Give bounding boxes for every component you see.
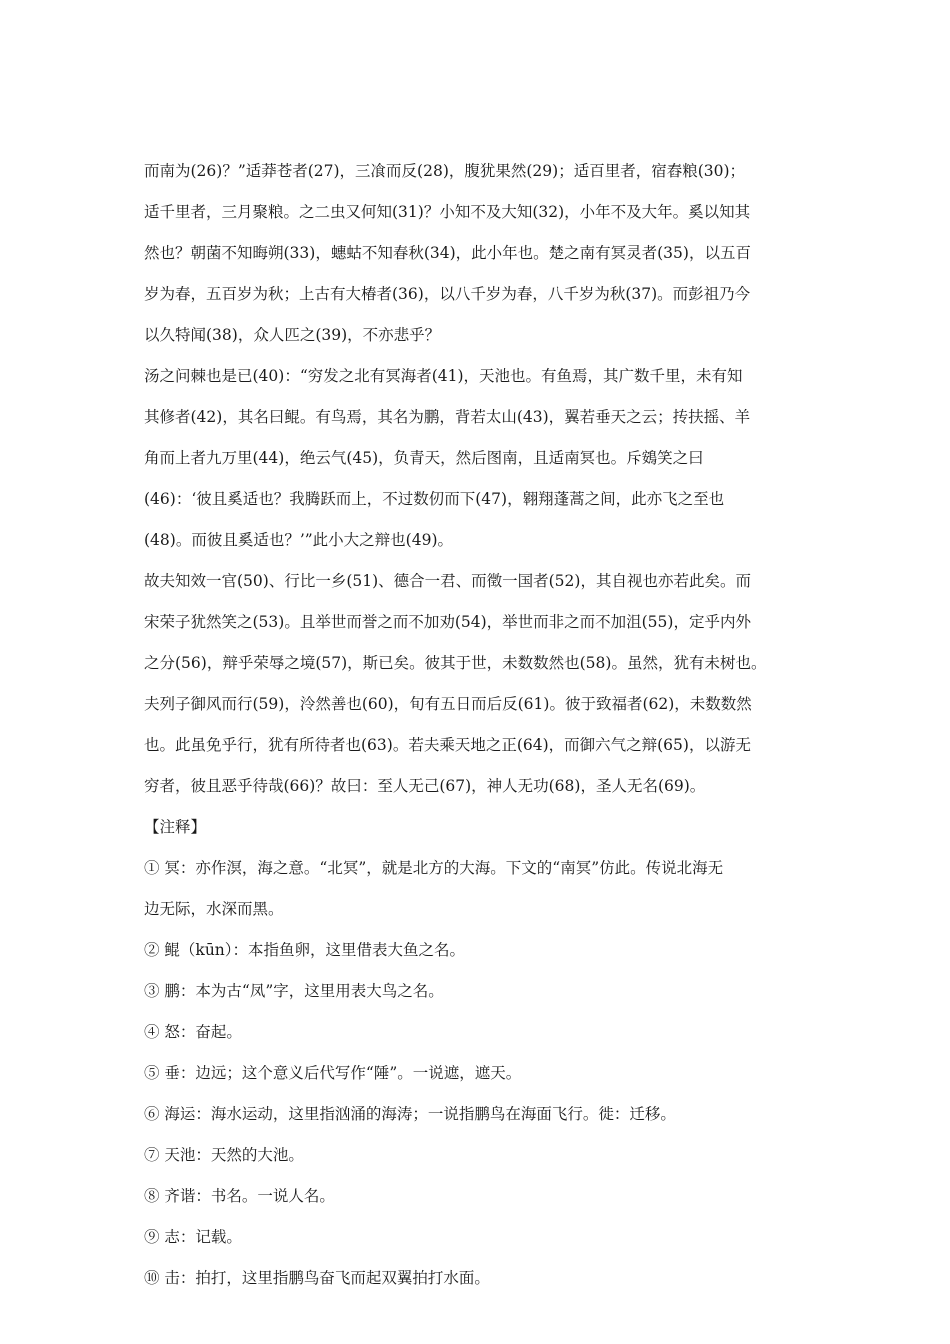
note-item: ① 冥：亦作溟，海之意。“北冥”，就是北方的大海。下文的“南冥”仿此。传说北海无	[144, 859, 724, 877]
text-line: (46)：‘彼且奚适也？我腾跃而上，不过数仞而下(47)，翱翔蓬蒿之间，此亦飞之至也	[144, 490, 725, 508]
note-item: ④ 怒：奋起。	[144, 1023, 242, 1041]
text-line: 岁为春，五百岁为秋；上古有大椿者(36)，以八千岁为春，八千岁为秋(37)。而彭祖乃今	[144, 285, 751, 303]
text-line: 其修者(42)，其名曰鲲。有鸟焉，其名为鹏，背若太山(43)，翼若垂天之云；抟扶摇、羊	[144, 408, 751, 426]
note-item: ③ 鹏：本为古“凤”字，这里用表大鸟之名。	[144, 982, 444, 1000]
text-line: 适千里者，三月聚粮。之二虫又何知(31)？小知不及大知(32)，小年不及大年。奚以知其	[144, 203, 751, 221]
text-line: 而南为(26)？”适莽苍者(27)，三飡而反(28)，腹犹果然(29)；适百里者，宿舂粮(30)；	[144, 162, 746, 180]
text-line: 汤之问棘也是已(40)：“穷发之北有冥海者(41)，天池也。有鱼焉，其广数千里，未有知	[144, 367, 743, 385]
text-line: 然也？朝菌不知晦朔(33)，蟪蛄不知春秋(34)，此小年也。楚之南有冥灵者(35)，以五百	[144, 244, 751, 262]
note-item: ⑥ 海运：海水运动，这里指汹涌的海涛；一说指鹏鸟在海面飞行。徙：迁移。	[144, 1105, 676, 1123]
note-item: ⑦ 天池：天然的大池。	[144, 1146, 304, 1164]
note-item: ⑩ 击：拍打，这里指鹏鸟奋飞而起双翼拍打水面。	[144, 1269, 490, 1287]
text-line: (48)。而彼且奚适也？’”此小大之辩也(49)。	[144, 531, 453, 549]
text-line: 宋荣子犹然笑之(53)。且举世而誉之而不加劝(54)，举世而非之而不加沮(55)，定乎内外	[144, 613, 751, 631]
text-line: 穷者，彼且恶乎待哉(66)？故曰：至人无己(67)，神人无功(68)，圣人无名(69)。	[144, 777, 706, 795]
note-item: ② 鲲（kūn）：本指鱼卵，这里借表大鱼之名。	[144, 941, 466, 959]
section-heading-notes: 【注释】	[144, 818, 207, 836]
note-item: ⑧ 齐谐：书名。一说人名。	[144, 1187, 335, 1205]
note-item-continuation: 边无际，水深而黑。	[144, 900, 284, 918]
text-line: 以久特闻(38)，众人匹之(39)，不亦悲乎？	[144, 326, 441, 344]
note-item: ⑨ 志：记载。	[144, 1228, 242, 1246]
note-item: ⑤ 垂：边远；这个意义后代写作“陲”。一说遮，遮天。	[144, 1064, 522, 1082]
text-line: 之分(56)，辩乎荣辱之境(57)，斯已矣。彼其于世，未数数然也(58)。虽然，犹有未树也。	[144, 654, 767, 672]
text-line: 角而上者九万里(44)，绝云气(45)，负青天，然后图南，且适南冥也。斥鴳笑之曰	[144, 449, 704, 467]
text-line: 故夫知效一官(50)、行比一乡(51)、德合一君、而徵一国者(52)，其自视也亦若此矣。而	[144, 572, 751, 590]
text-line: 夫列子御风而行(59)，泠然善也(60)，旬有五日而后反(61)。彼于致福者(62)，未数数然	[144, 695, 752, 713]
text-line: 也。此虽免乎行，犹有所待者也(63)。若夫乘天地之正(64)，而御六气之辩(65)，以游无	[144, 736, 751, 754]
